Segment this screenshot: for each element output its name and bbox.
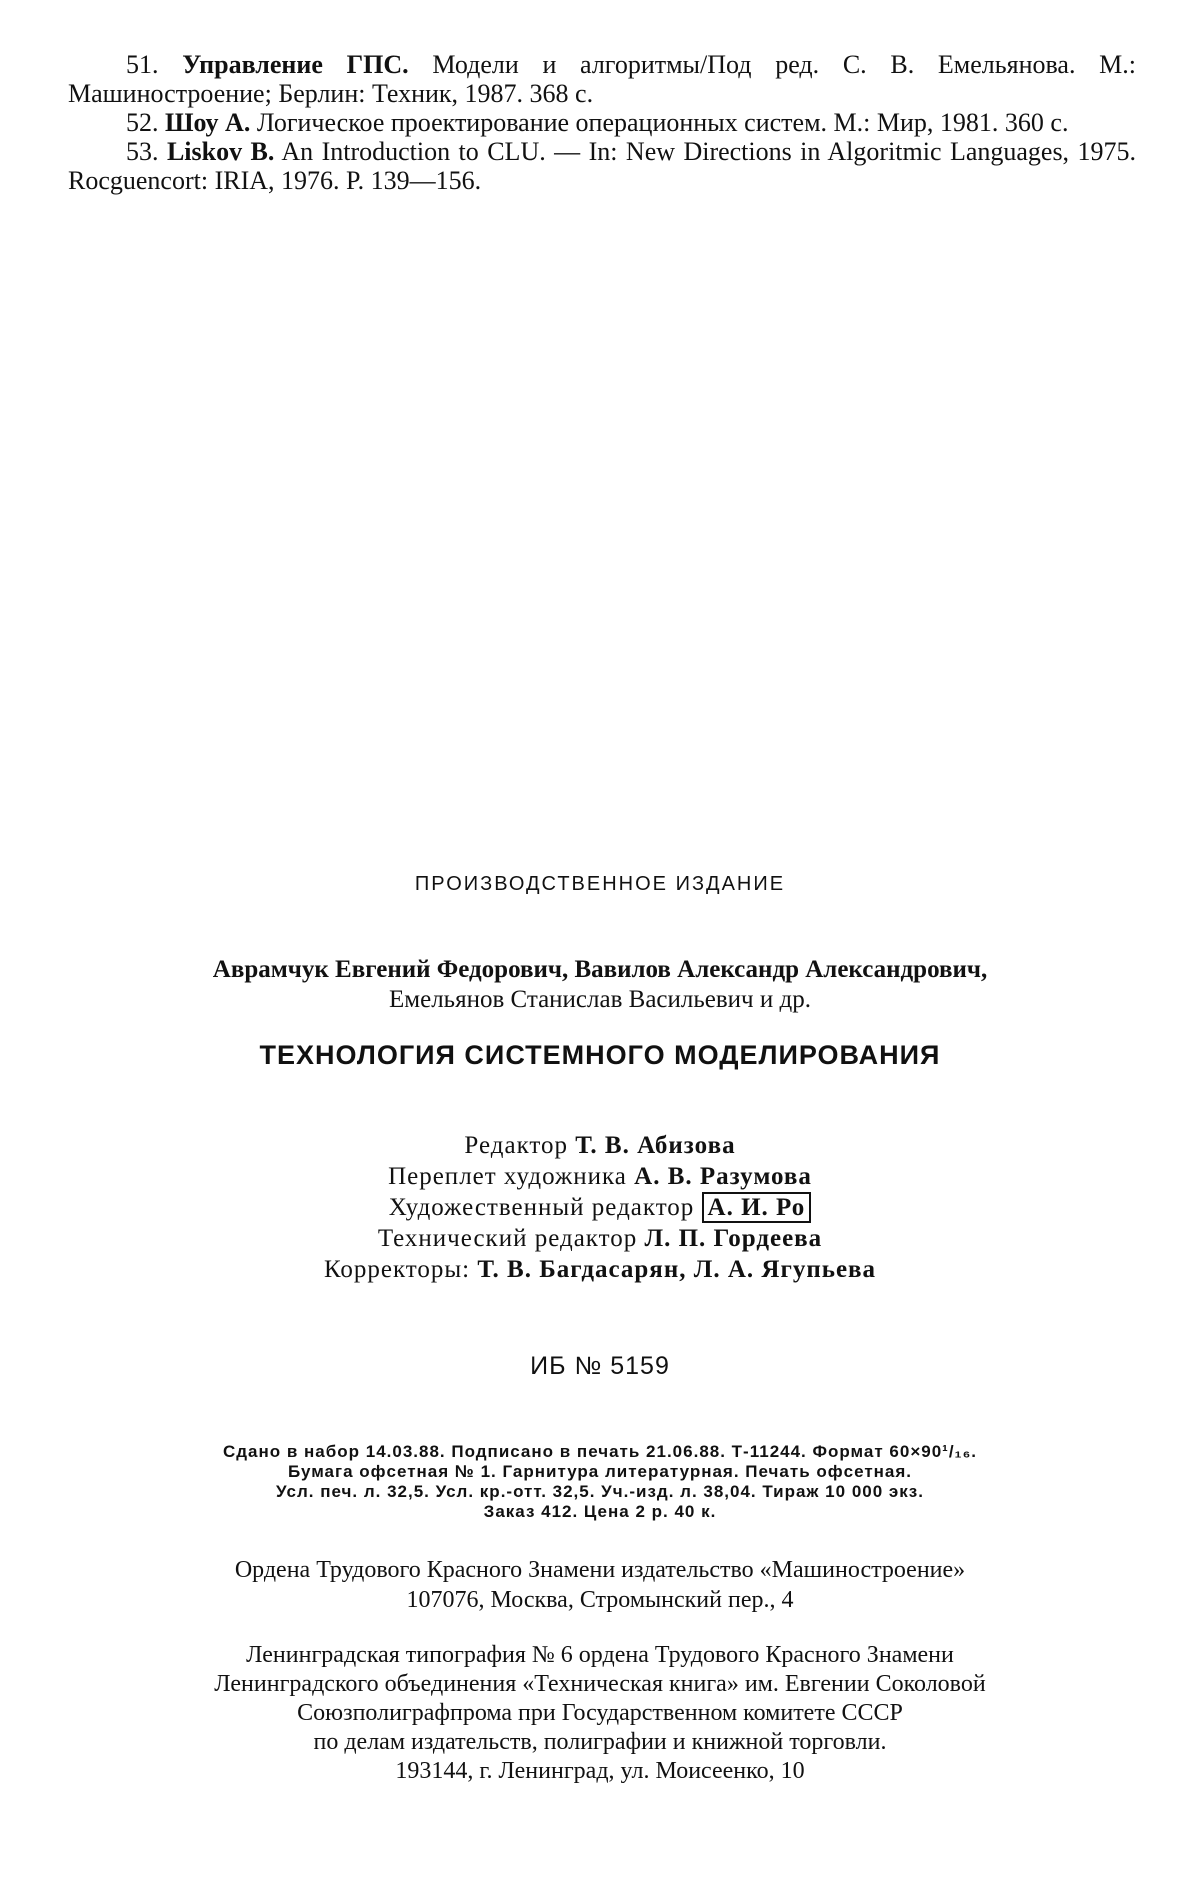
reference-item: [68, 137, 1136, 195]
credit-name: А. И. Ро: [702, 1192, 812, 1223]
credit-role: Технический редактор: [377, 1225, 645, 1252]
credit-line: [0, 1192, 1200, 1223]
reference-text: Модели и алгоритмы/Под ред. С. В. Емельянова. М.: Машиностроение; Берлин: Техник, 1987. 368 с.: [68, 50, 1136, 108]
reference-author: Liskov B.: [166, 137, 275, 166]
authors-block: [0, 955, 1200, 1015]
credit-line: [0, 1130, 1200, 1161]
printer-line: Союзполиграфпрома при Государственном комитете СССР: [297, 1700, 903, 1726]
edition-type: ПРОИЗВОДСТВЕННОЕ ИЗДАНИЕ: [414, 873, 786, 895]
credit-role: Художественный редактор: [388, 1194, 702, 1221]
credit-name: Т. В. Багдасарян, Л. А. Ягупьева: [477, 1256, 877, 1283]
credit-role: Редактор: [464, 1132, 576, 1159]
reference-number: 51.: [126, 50, 159, 79]
credit-name: Т. В. Абизова: [575, 1132, 736, 1159]
printer-block: [0, 1641, 1200, 1786]
bibliography-list: [68, 50, 1136, 195]
authors-line: Емельянов Станислав Васильевич и др.: [389, 986, 811, 1013]
reference-text: Логическое проектирование операционных систем. М.: Мир, 1981. 360 с.: [250, 108, 1069, 137]
publisher-block: [0, 1555, 1200, 1615]
printer-line: по делам издательств, полиграфии и книжной торговли.: [313, 1729, 887, 1755]
ib-number: ИБ № 5159: [530, 1352, 670, 1380]
credit-line: [0, 1254, 1200, 1285]
reference-item: [68, 50, 1136, 108]
reference-author: Шоу А.: [165, 108, 251, 137]
credit-line: [0, 1223, 1200, 1254]
printer-line: Ленинградского объединения «Техническая книга» им. Евгении Соколовой: [214, 1671, 986, 1697]
printer-line: Ленинградская типография № 6 ордена Трудового Красного Знамени: [246, 1642, 954, 1668]
technical-line: Заказ 412. Цена 2 р. 40 к.: [483, 1502, 717, 1521]
publisher-line: Ордена Трудового Красного Знамени издательство «Машиностроение»: [234, 1557, 966, 1583]
technical-line: Сдано в набор 14.03.88. Подписано в печать 21.06.88. Т-11244. Формат 60×90¹/₁₆.: [222, 1442, 978, 1461]
credits-block: [0, 1130, 1200, 1285]
reference-author: Управление ГПС.: [182, 50, 409, 79]
reference-number: 53.: [126, 137, 159, 166]
authors-line: Аврамчук Евгений Федорович, Вавилов Александр Александрович,: [212, 956, 988, 983]
reference-item: [68, 108, 1136, 137]
reference-text: An Introduction to CLU. — In: New Directions in Algoritmic Languages, 1975. Rocguencort: IRIA, 1976. P. 139—156.: [68, 137, 1136, 195]
technical-line: Усл. печ. л. 32,5. Усл. кр.-отт. 32,5. Уч.-изд. л. 38,04. Тираж 10 000 экз.: [276, 1482, 924, 1501]
credit-role: Корректоры:: [323, 1256, 478, 1283]
printer-line: 193144, г. Ленинград, ул. Моисеенко, 10: [395, 1758, 805, 1784]
book-title: ТЕХНОЛОГИЯ СИСТЕМНОГО МОДЕЛИРОВАНИЯ: [259, 1040, 941, 1070]
technical-details: [0, 1442, 1200, 1522]
publisher-line: 107076, Москва, Стромынский пер., 4: [406, 1587, 794, 1613]
credit-name: Л. П. Гордеева: [644, 1225, 823, 1252]
credit-name: А. В. Разумова: [634, 1163, 812, 1190]
reference-number: 52.: [126, 108, 159, 137]
credit-role: Переплет художника: [388, 1163, 635, 1190]
technical-line: Бумага офсетная № 1. Гарнитура литературная. Печать офсетная.: [287, 1462, 913, 1481]
credit-line: [0, 1161, 1200, 1192]
